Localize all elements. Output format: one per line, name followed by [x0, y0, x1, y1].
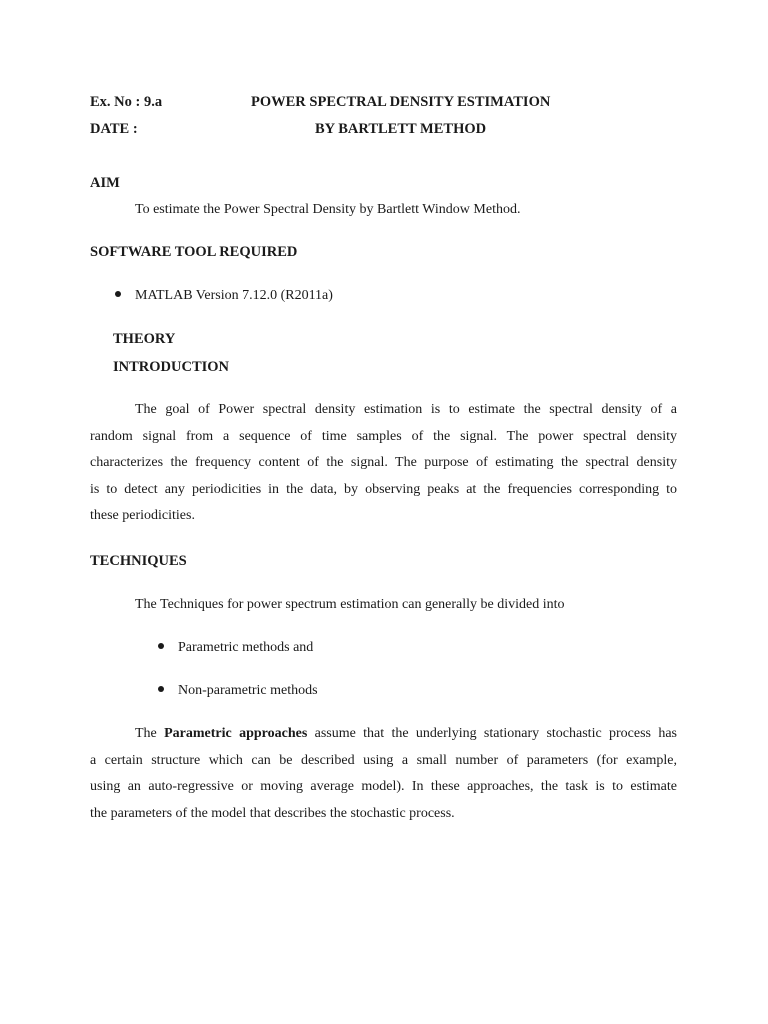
paragraph-line: these periodicities. [90, 508, 195, 524]
software-item: MATLAB Version 7.12.0 (R2011a) [135, 288, 333, 303]
list-item [115, 288, 333, 304]
technique-item: Parametric methods and [178, 640, 314, 655]
theory-heading: THEORY [113, 331, 176, 347]
bullet-icon [158, 643, 164, 649]
bullet-icon [115, 291, 121, 297]
paragraph-line: is to detect any periodicities in the data, by observing peaks at the frequencies corresponding to [90, 481, 677, 497]
list-item [158, 683, 318, 699]
paragraph-line: a certain structure which can be described using a small number of parameters (for example, [90, 752, 677, 768]
aim-text: To estimate the Power Spectral Density by Bartlett Window Method. [135, 202, 521, 217]
exercise-number: Ex. No : 9.a [90, 94, 163, 110]
paragraph-line [90, 721, 677, 748]
techniques-heading: TECHNIQUES [90, 553, 187, 569]
paragraph-first-rest: assume that the underlying stationary stochastic process has [307, 726, 677, 741]
date-label: DATE : [90, 121, 138, 137]
parametric-paragraph [90, 721, 677, 827]
paragraph-line: characterizes the frequency content of the signal. The purpose of estimating the spectral density [90, 455, 677, 471]
aim-heading: AIM [90, 175, 120, 191]
introduction-heading: INTRODUCTION [113, 359, 230, 375]
bullet-icon [158, 686, 164, 692]
software-heading: SOFTWARE TOOL REQUIRED [90, 244, 298, 260]
paragraph-line: random signal from a sequence of time samples of the signal. The power spectral density [90, 428, 677, 444]
technique-item: Non-parametric methods [178, 683, 318, 698]
paragraph-line: The goal of Power spectral density estimation is to estimate the spectral density of a [135, 402, 677, 417]
introduction-paragraph [90, 397, 677, 530]
parametric-approaches-term: Parametric approaches [164, 726, 308, 741]
paragraph-prefix: The [135, 726, 165, 741]
techniques-intro: The Techniques for power spectrum estimation can generally be divided into [135, 597, 565, 612]
document-title-line2: BY BARTLETT METHOD [315, 121, 487, 137]
paragraph-line: using an auto-regressive or moving average model). In these approaches, the task is to estimate [90, 779, 677, 795]
paragraph-line: the parameters of the model that describes the stochastic process. [90, 805, 455, 821]
list-item [158, 640, 313, 656]
document-title-line1: POWER SPECTRAL DENSITY ESTIMATION [251, 94, 551, 110]
